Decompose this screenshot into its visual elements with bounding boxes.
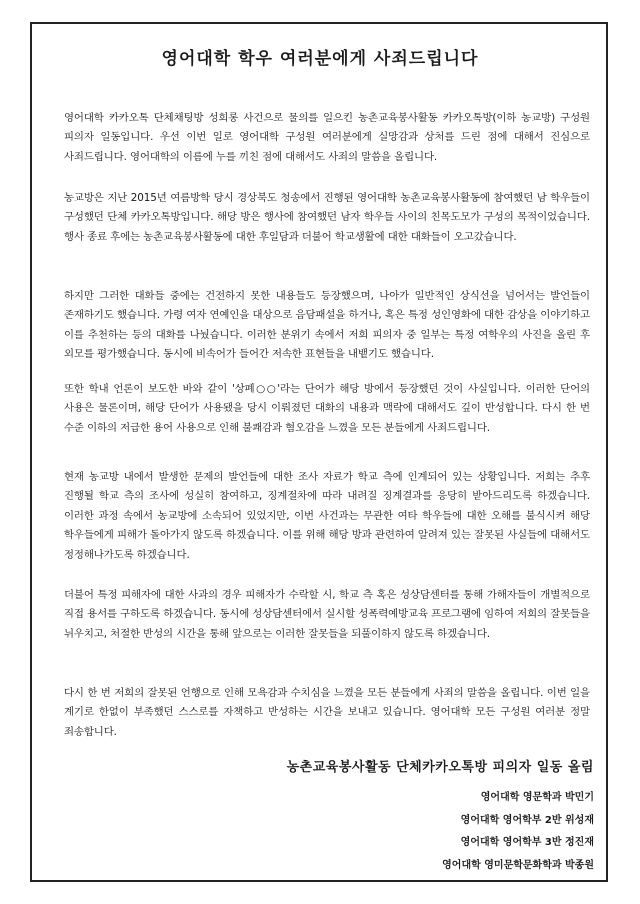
signer-name: 영어대학 영문학과 박민기: [480, 792, 594, 803]
letter-title: 영어대학 학우 여러분에게 사죄드립니다: [161, 49, 479, 69]
paragraph-conversations: 하지만 그러한 대화들 중에는 건전하지 못한 내용들도 등장했으며, 나아가 일반적인 상식선을 넘어서는 발언들이 존재하기도 했습니다. 가령 여자 연예인을 대상으로 음담패설을 하거나, 혹은 특정 성인영화에 대한 감상을 이야기하고 이를 추천하는 등의 대화를 나눴습니다. 이러한 분위기 속에서 저희 피의자 중 일부는 특정 여학우의 사진을 올린 후 외모를 평가했습니다. 동시에 비속어가 들어간 저속한 표현들을 내뱉기도 했습니다.: [64, 290, 590, 361]
paragraph-intro: 영어대학 카카오톡 단체채팅방 성희롱 사건으로 물의를 일으킨 농촌교육봉사활동 카카오톡방(이하 농교방) 구성원 피의자 일동입니다. 우선 이번 일로 영어대학 구성원 여러분에게 실망감과 상처를 드린 점에 대해서 진심으로 사죄드립니다. 영어대학의 이름에 누를 끼친 점에 대해서도 사죄의 말씀을 올립니다.: [64, 112, 590, 163]
paragraph-investigation: 현재 농교방 내에서 발생한 문제의 발언들에 대한 조사 자료가 학교 측에 인계되어 있는 상황입니다. 저희는 추후 진행될 학교 측의 조사에 성실히 참여하고, 징계절차에 따라 내려질 징계결과를 응당히 받아드리도록 하겠습니다. 이러한 과정 속에서 농교방에 소속되어 있었지만, 이번 사건과는 무관한 여타 학우들에 대한 오해를 불식시켜 해당 학우들에게 피해가 돌아가지 않도록 하겠습니다. 이를 위해 해당 방과 관련하여 알려져 있는 잘못된 사실들에 대해서도 정정해나가도록 하겠습니다.: [64, 471, 590, 561]
signature-organization: 농촌교육봉사활동 단체카카오톡방 피의자 일동 올림: [286, 760, 594, 775]
paragraph-closing: 다시 한 번 저희의 잘못된 언행으로 인해 모욕감과 수치심을 느꼈을 모든 분들에게 사죄의 말씀을 올립니다. 이번 일을 계기로 한없이 부족했던 스스로를 자책하고 반성하는 시간을 보내고 있습니다. 영어대학 모든 구성원 여러분 정말 죄송합니다.: [64, 687, 590, 738]
paragraph-apology-plan: 더불어 특정 피해자에 대한 사과의 경우 피해자가 수락할 시, 학교 측 혹은 성상담센터를 통해 가해자들이 개별적으로 직접 용서를 구하도록 하겠습니다. 동시에 성상담센터에서 실시할 성폭력예방교육 프로그램에 임하여 저희의 잘못들을 뉘우치고, 처절한 반성의 시간을 통해 앞으로는 이러한 잘못들을 되풀이하지 않도록 하겠습니다.: [64, 589, 590, 640]
signer-name: 영어대학 영어학부 2반 위성재: [460, 814, 594, 826]
signer-list: [442, 787, 594, 877]
paragraph-language: 또한 학내 언론이 보도한 바와 같이 '상폐○○'라는 단어가 해당 방에서 등장했던 것이 사실입니다. 이러한 단어의 사용은 물론이며, 해당 단어가 사용됐을 당시 이뤄졌던 대화의 내용과 맥락에 대해서도 깊이 반성합니다. 다시 한 번 수준 이하의 저급한 용어 사용으로 인해 불쾌감과 혐오감을 느꼈을 모든 분들에게 사죄드립니다.: [64, 383, 590, 434]
signer-name: 영어대학 영어학부 3반 정진재: [460, 837, 594, 848]
signer-name: 영어대학 영미문학문화학과 박종원: [442, 859, 594, 871]
paragraph-background: 농교방은 지난 2015년 여름방학 당시 경상북도 청송에서 진행된 영어대학 농촌교육봉사활동에 참여했던 남 학우들이 구성했던 단체 카카오톡방입니다. 해당 방은 행사에 참여했던 남자 학우들 사이의 친목도모가 구성의 목적이었습니다. 행사 종료 후에는 농촌교육봉사활동에 대한 후일담과 더불어 학교생활에 대한 대화들이 오고갔습니다.: [64, 192, 590, 243]
